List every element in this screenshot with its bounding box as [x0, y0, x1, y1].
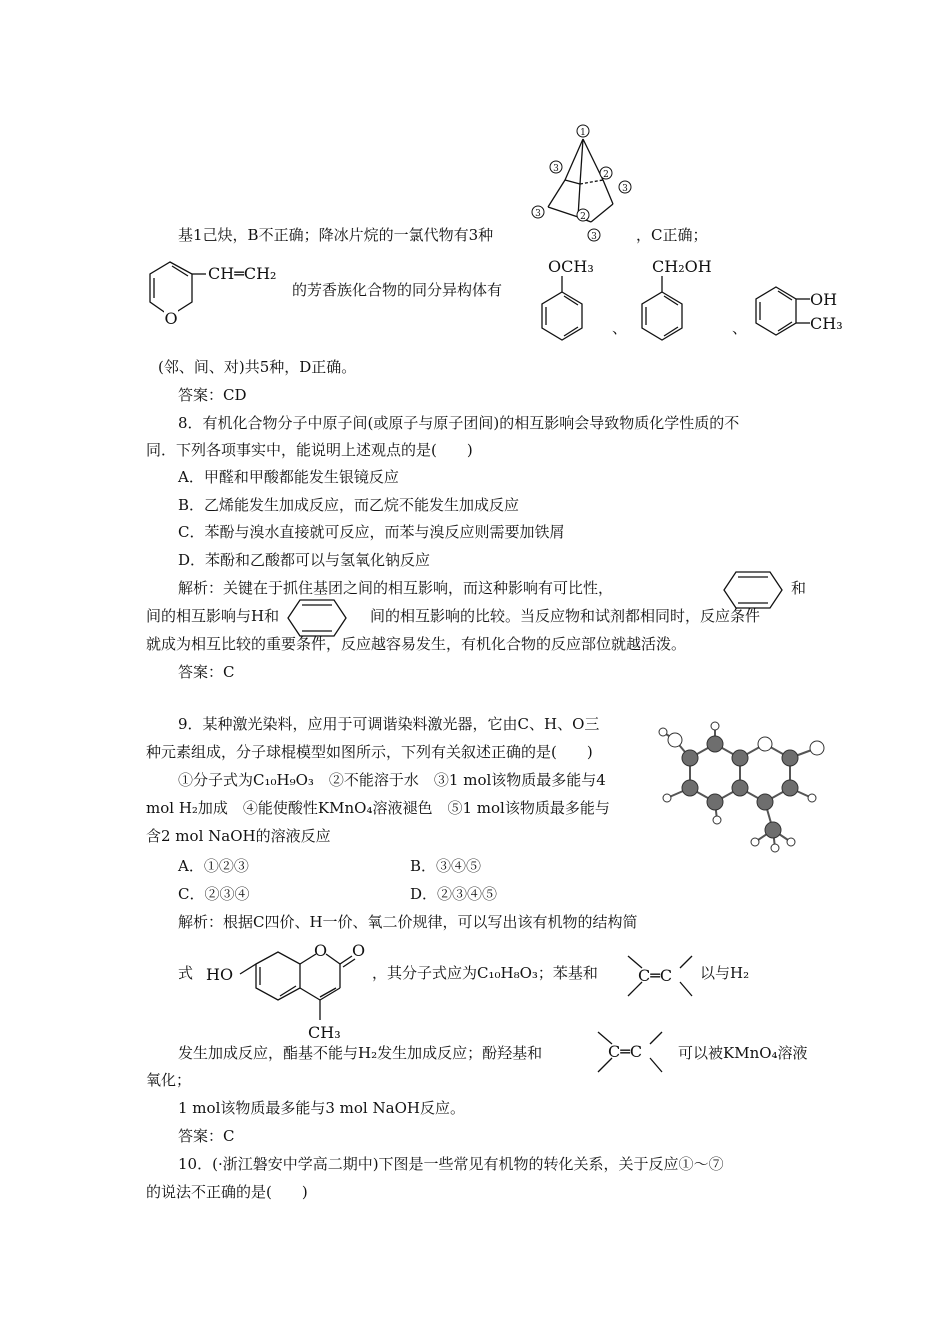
q8-option-c: C．苯酚与溴水直接就可反应，而苯与溴反应则需要加铁屑: [178, 523, 565, 541]
svg-text:2: 2: [603, 170, 609, 180]
benzyl-alcohol-figure: [630, 252, 730, 352]
coumarin-carbonyl-o: O: [352, 941, 366, 960]
q9-line-2: 种元素组成，分子球棍模型如图所示，下列有关叙述正确的是( ): [146, 743, 593, 761]
q10-line-1: 10．(·浙江磐安中学高二期中)下图是一些常见有机物的转化关系，关于反应①～⑦: [178, 1155, 724, 1173]
q10-line-2: 的说法不正确的是( ): [146, 1183, 308, 1201]
cresol-oh: OH: [810, 290, 838, 309]
norbornane-label-1: 1: [580, 128, 586, 138]
q9-explain-3a: 发生加成反应，酯基不能与H₂发生加成反应；酚羟基和: [178, 1044, 543, 1062]
q8-explain-2a: 间的相互影响与H和: [146, 607, 280, 625]
svg-text:C═C: C═C: [638, 966, 673, 985]
q8-explain-3: 就成为相互比较的重要条件，反应越容易发生，有机化合物的反应部位就越活泼。: [146, 635, 687, 653]
separator-2: 、: [732, 319, 748, 337]
line-1a: 基1己炔，B不正确；降冰片烷的一氯代物有3种: [178, 226, 494, 244]
coumarin-ring-o: O: [314, 941, 328, 960]
q8-option-b: B．乙烯能发生加成反应，而乙烷不能发生加成反应: [178, 496, 520, 514]
pyran-substituent: CH═CH₂: [208, 264, 277, 283]
benzene-ring-icon: [722, 570, 784, 610]
answer-7: 答案：CD: [178, 386, 247, 404]
cresol-me: CH₃: [810, 314, 843, 333]
q9-explain-2a: 式: [178, 964, 194, 982]
pyran-vinyl-figure: [142, 252, 292, 334]
q9-line-5: 含2 mol NaOH的溶液反应: [146, 827, 331, 845]
q8-option-d: D．苯酚和乙酸都可以与氢氧化钠反应: [178, 551, 431, 569]
coumarin-structure: [200, 936, 375, 1048]
svg-text:2: 2: [580, 212, 586, 222]
q9-line-4: mol H₂加成 ④能使酸性KMnO₄溶液褪色 ⑤1 mol该物质最多能与: [146, 799, 610, 817]
q9-line-1: 9．某种激光染料，应用于可调谐染料激光器，它由C、H、O三: [178, 715, 600, 733]
q9-explain-4: 氧化；: [146, 1071, 192, 1089]
separator-1: 、: [612, 319, 628, 337]
line-2: 的芳香族化合物的同分异构体有: [292, 281, 503, 299]
alkene-group-figure: [622, 948, 702, 1002]
coumarin-ho: HO: [206, 965, 234, 984]
alkene-group-figure-2: [592, 1024, 672, 1078]
line-1b: ，C正确；: [636, 226, 708, 244]
svg-text:3: 3: [591, 232, 597, 242]
line-3: (邻、间、对)共5种，D正确。: [158, 358, 357, 376]
q9-option-c: C．②③④: [178, 885, 250, 903]
coumarin-methyl: CH₃: [308, 1023, 341, 1042]
norbornane-figure: [528, 122, 638, 244]
q8-line-1: 8．有机化合物分子中原子间(或原子与原子团间)的相互影响会导致物质化学性质的不: [178, 414, 740, 432]
benzyl-alcohol-label: CH₂OH: [652, 257, 712, 276]
svg-text:3: 3: [535, 209, 541, 219]
q8-explain-2b: 间的相互影响的比较。当反应物和试剂都相同时，反应条件: [370, 607, 761, 625]
q9-explain-1: 解析：根据C四价、H一价、氧二价规律，可以写出该有机物的结构简: [178, 913, 638, 931]
svg-text:3: 3: [622, 184, 628, 194]
anisole-label: OCH₃: [548, 257, 594, 276]
q8-explain-1-end: 和: [791, 579, 807, 597]
q9-explain-2c: 以与H₂: [700, 964, 750, 982]
svg-text:C═C: C═C: [608, 1042, 643, 1061]
answer-8: 答案：C: [178, 663, 235, 681]
q9-option-a: A．①②③: [178, 857, 249, 875]
anisole-figure: [530, 252, 610, 352]
q8-option-a: A．甲醛和甲酸都能发生银镜反应: [178, 468, 399, 486]
q8-explain-1: 解析：关键在于抓住基团之间的相互影响，而这种影响有可比性，: [178, 579, 614, 597]
q8-line-2: 同．下列各项事实中，能说明上述观点的是( ): [146, 441, 473, 459]
q9-explain-5: 1 mol该物质最多能与3 mol NaOH反应。: [178, 1099, 465, 1117]
cresol-figure: [750, 275, 860, 355]
q9-line-3: ①分子式为C₁₀H₉O₃ ②不能溶于水 ③1 mol该物质最多能与4: [178, 771, 606, 789]
q9-option-d: D．②③④⑤: [410, 885, 498, 903]
svg-text:3: 3: [553, 164, 559, 174]
benzene-ring-icon: [286, 598, 348, 638]
ball-stick-model: [655, 718, 835, 853]
q9-explain-3b: 可以被KMnO₄溶液: [678, 1044, 808, 1062]
answer-9: 答案：C: [178, 1127, 235, 1145]
q9-explain-2b: ，其分子式应为C₁₀H₈O₃；苯基和: [372, 964, 598, 982]
pyran-o: O: [164, 309, 178, 328]
q9-option-b: B．③④⑤: [410, 857, 482, 875]
